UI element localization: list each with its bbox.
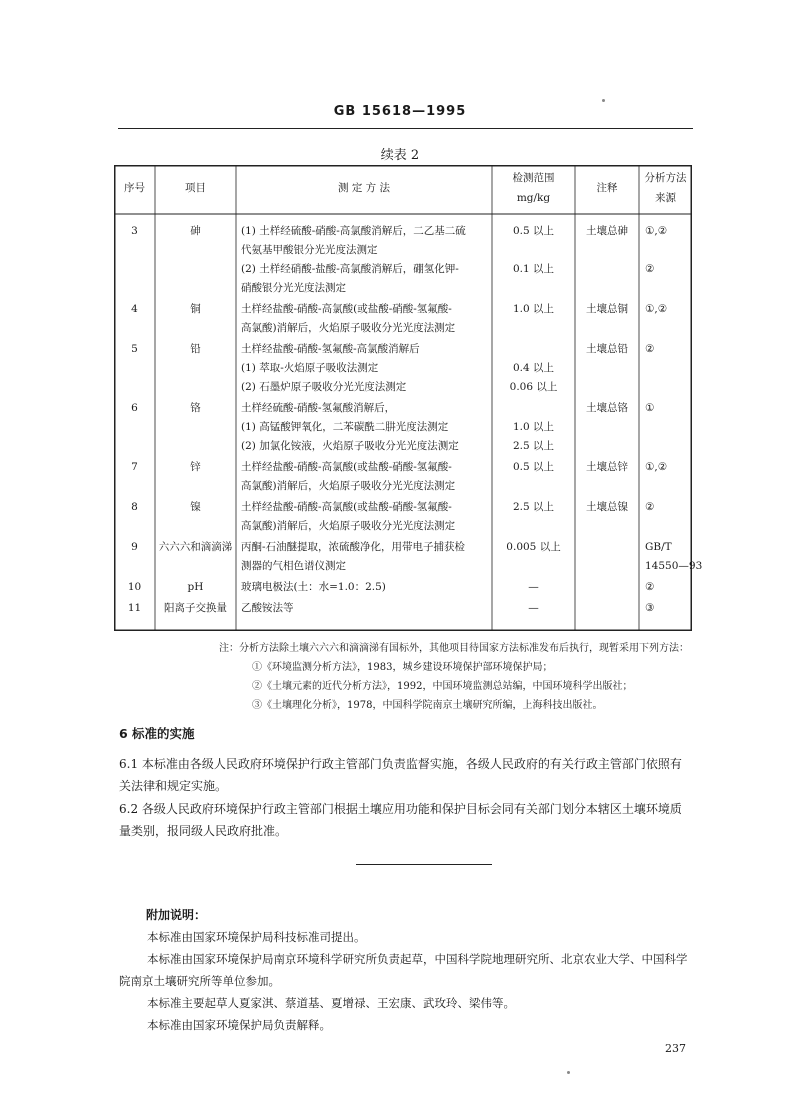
- row-method-line: 测器的气相色谱仪测定: [241, 560, 346, 572]
- paragraph-6-1: 6.1 本标准由各级人民政府环境保护行政主管部门负责监督实施，各级人民政府的有关行政主管部门依照有关法律和规定实施。: [119, 757, 682, 793]
- row-seq: 8: [131, 501, 138, 513]
- table-note-ref-1: ①《环境监测分析方法》，1983，城乡建设环境保护部环境保护局；: [252, 662, 553, 673]
- row-range: 2.5 以上: [512, 440, 555, 452]
- row-range: 2.5 以上: [512, 501, 555, 513]
- row-item: 锌: [190, 461, 201, 473]
- header-rule: [118, 128, 693, 129]
- row-method-line: 高氯酸)消解后，火焰原子吸收分光光度法测定: [241, 322, 456, 334]
- row-note: 土壤总铬: [586, 402, 628, 414]
- row-range: 0.005 以上: [506, 541, 561, 553]
- row-note: 土壤总铜: [586, 303, 628, 315]
- row-item: 六六六和滴滴涕: [158, 541, 233, 553]
- row-seq: 7: [131, 461, 138, 473]
- row-method-line: 硝酸银分光光度法测定: [241, 282, 346, 294]
- row-method-line: 乙酸铵法等: [241, 602, 294, 614]
- row-note: 土壤总砷: [586, 225, 628, 237]
- th-range: 检测范围: [512, 172, 555, 184]
- row-range: —: [528, 602, 539, 614]
- row-method-line: 土样经盐酸-硝酸-高氯酸(或盐酸-硝酸-氢氟酸-: [241, 303, 452, 315]
- th-method: 测 定 方 法: [337, 182, 390, 194]
- row-item: pH: [187, 581, 204, 593]
- row-range: 0.4 以上: [512, 362, 555, 374]
- row-item: 镍: [190, 501, 201, 513]
- row-item: 阳离子交换量: [164, 602, 227, 614]
- row-item: 砷: [190, 225, 201, 237]
- row-source: ②: [645, 581, 655, 593]
- row-range: 0.1 以上: [512, 263, 555, 275]
- row-note: 土壤总铅: [586, 343, 628, 355]
- row-seq: 10: [127, 581, 142, 593]
- row-source: ①,②: [645, 303, 668, 315]
- additional-line-3: 本标准主要起草人夏家淇、蔡道基、夏增禄、王宏康、武玫玲、梁伟等。: [147, 996, 515, 1010]
- row-seq: 11: [127, 602, 142, 614]
- row-range: 0.06 以上: [509, 381, 558, 393]
- row-method-line: 土样经盐酸-硝酸-高氯酸(或盐酸-硝酸-氢氟酸-: [241, 461, 452, 473]
- additional-notes-title: 附加说明：: [146, 908, 207, 922]
- document-header: GB 15618—1995: [333, 104, 467, 119]
- th-source: 分析方法: [644, 172, 687, 184]
- row-source: GB/T: [645, 541, 672, 553]
- row-source: ②: [645, 501, 655, 513]
- row-method-line: 土样经盐酸-硝酸-氢氟酸-高氯酸消解后: [241, 343, 420, 355]
- row-source: ②: [645, 263, 655, 275]
- row-range: 0.5 以上: [512, 225, 555, 237]
- paragraph-6-2: 6.2 各级人民政府环境保护行政主管部门根据土壤应用功能和保护目标会同有关部门划分本辖区土壤环境质量类别，报同级人民政府批准。: [119, 802, 682, 838]
- row-method-line: 土样经盐酸-硝酸-高氯酸(或盐酸-硝酸-氢氟酸-: [241, 501, 452, 513]
- row-item: 铜: [190, 303, 201, 315]
- row-source: ②: [645, 343, 655, 355]
- row-seq: 6: [131, 402, 138, 414]
- methods-table: [114, 165, 703, 631]
- th-range-unit: mg/kg: [516, 192, 551, 204]
- row-seq: 3: [131, 225, 138, 237]
- row-method-line: (1) 土样经硫酸-硝酸-高氯酸消解后，二乙基二硫: [241, 225, 466, 237]
- row-seq: 9: [131, 541, 138, 553]
- row-method-line: (2) 土样经硝酸-盐酸-高氯酸消解后，硼氢化钾-: [241, 263, 459, 275]
- row-note: 土壤总锌: [586, 461, 628, 473]
- row-item: 铬: [190, 402, 201, 414]
- row-source: ③: [645, 602, 655, 614]
- row-range: 1.0 以上: [512, 303, 555, 315]
- row-seq: 4: [131, 303, 138, 315]
- row-source: ①,②: [645, 225, 668, 237]
- row-method-line: 高氯酸)消解后，火焰原子吸收分光光度法测定: [241, 520, 456, 532]
- scan-speck: [602, 99, 605, 102]
- additional-line-1: 本标准由国家环境保护局科技标准司提出。: [147, 930, 366, 944]
- row-seq: 5: [131, 343, 138, 355]
- additional-line-4: 本标准由国家环境保护局负责解释。: [147, 1018, 331, 1032]
- row-method-line: 代氨基甲酸银分光光度法测定: [241, 244, 378, 256]
- row-method-line: 玻璃电极法(土：水=1.0：2.5): [241, 581, 386, 593]
- row-source: ①,②: [645, 461, 668, 473]
- page-number: 237: [665, 1042, 686, 1055]
- additional-line-2: 本标准由国家环境保护局南京环境科学研究所负责起草，中国科学院地理研究所、北京农业大学、中国科学院南京土壤研究所等单位参加。: [119, 952, 688, 988]
- row-method-line: 丙酮-石油醚提取，浓硫酸净化，用带电子捕获检: [241, 541, 466, 553]
- th-note: 注释: [596, 182, 618, 194]
- table-note-ref-2: ②《土壤元素的近代分析方法》，1992，中国环境监测总站编，中国环境科学出版社；: [252, 681, 633, 692]
- row-source: ①: [645, 402, 655, 414]
- th-seq: 序号: [124, 182, 145, 194]
- row-method-line: 高氯酸)消解后，火焰原子吸收分光光度法测定: [241, 480, 456, 492]
- row-method-line: (1) 萃取-火焰原子吸收法测定: [241, 362, 379, 374]
- table-note-ref-3: ③《土壤理化分析》，1978，中国科学院南京土壤研究所编，上海科技出版社。: [252, 700, 603, 711]
- table-note-main: 注：分析方法除土壤六六六和滴滴涕有国标外，其他项目待国家方法标准发布后执行，现暂采用下列方法：: [219, 643, 689, 654]
- scan-speck: [567, 1071, 570, 1074]
- th-item: 项目: [185, 182, 206, 194]
- row-item: 铅: [190, 343, 201, 355]
- row-range: —: [528, 581, 539, 593]
- th-source-2: 来源: [655, 192, 676, 204]
- row-method-line: (2) 加氯化铵液，火焰原子吸收分光光度法测定: [241, 440, 459, 452]
- section-divider: [356, 864, 492, 865]
- table-caption: 续表 2: [380, 148, 420, 163]
- row-method-line: (1) 高锰酸钾氧化，二苯碳酰二肼光度法测定: [241, 421, 449, 433]
- row-note: 土壤总镍: [586, 501, 628, 513]
- row-range: 1.0 以上: [512, 421, 555, 433]
- row-method-line: (2) 石墨炉原子吸收分光光度法测定: [241, 381, 407, 393]
- row-source: 14550—93: [645, 560, 703, 572]
- row-method-line: 土样经硫酸-硝酸-氢氟酸消解后，: [241, 402, 396, 414]
- section-title: 6 标准的实施: [119, 726, 195, 741]
- row-range: 0.5 以上: [512, 461, 555, 473]
